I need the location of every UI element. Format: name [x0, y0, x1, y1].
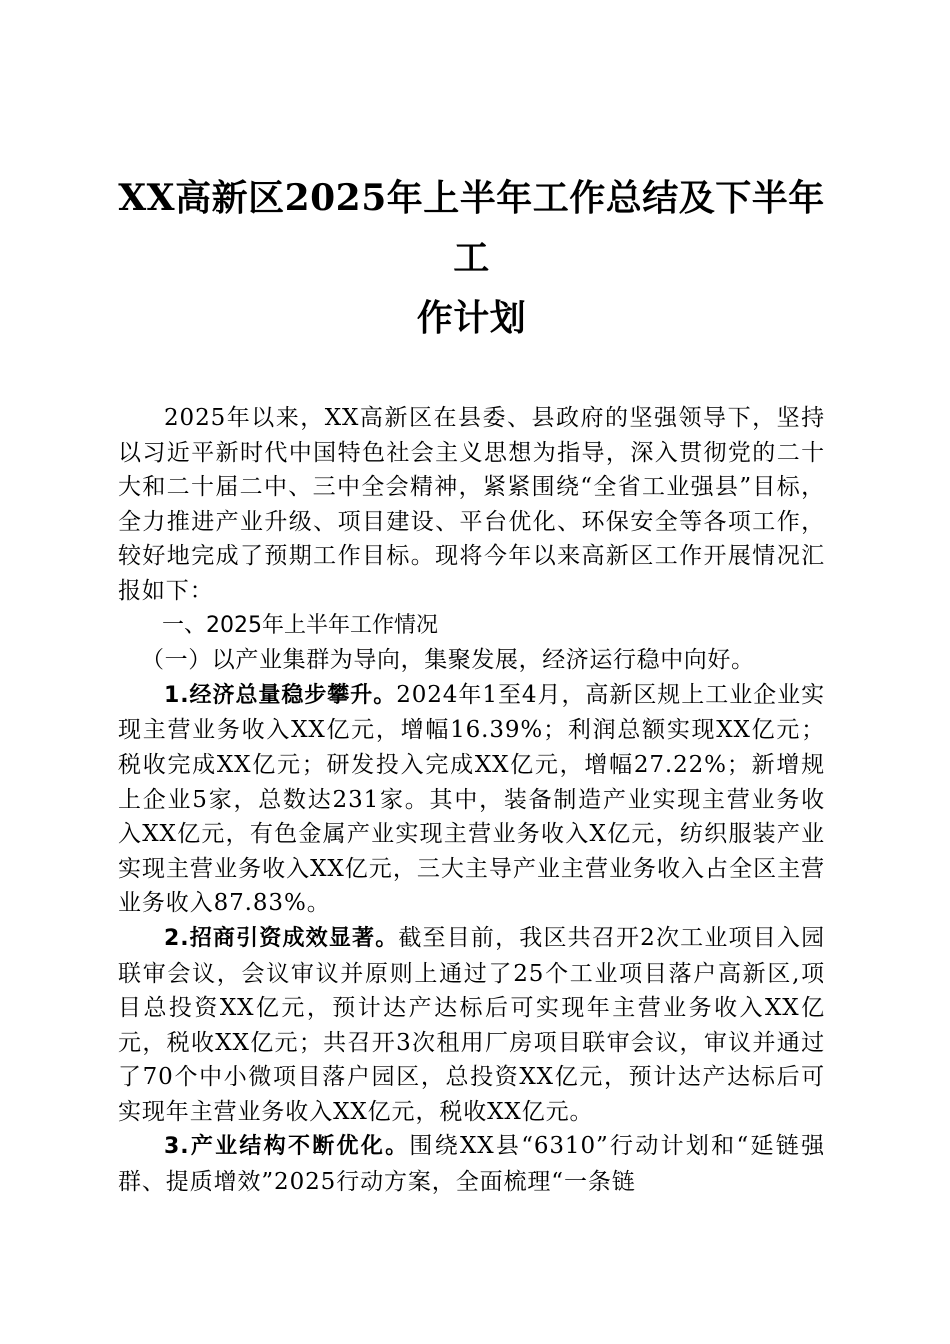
section-1-heading: 一、2025年上半年工作情况 — [162, 612, 438, 638]
item-1-paragraph — [118, 678, 825, 921]
item-1-lead: 1.经济总量稳步攀升。 — [164, 682, 397, 708]
item-3-paragraph — [118, 1129, 825, 1199]
item-2-paragraph — [118, 921, 825, 1130]
item-3-lead: 3.产业结构不断优化。 — [164, 1134, 410, 1160]
subsection-1-heading: （一）以产业集群为导向，集聚发展，经济运行稳中向好。 — [141, 647, 755, 674]
title-line-2: 作计划 — [416, 297, 527, 339]
document-page — [118, 168, 825, 1200]
item-1-text: 2024年1至4月，高新区规上工业企业实现主营业务收入XX亿元，增幅16.39%；利润总额实现XX亿元；税收完成XX亿元；研发投入完成XX亿元，增幅27.22%；新增规上企业5家，总数达231家。其中，装备制造产业实现主营业务收入XX亿元，有色金属产业实现主营业务收入X亿元，纺织服装产业实现主营业务收入XX亿元，三大主导产业主营业务收入占全区主营业务收入87.83%。 — [118, 681, 825, 917]
item-2-text: 截至目前，我区共召开2次工业项目入园联审会议，会议审议并原则上通过了25个工业项目落户高新区,项目总投资XX亿元，预计达产达标后可实现年主营业务收入XX亿元，税收XX亿元；共召开3次租用厂房项目联审会议，审议并通过了70个中小微项目落户园区，总投资XX亿元，预计达产达标后可实现年主营业务收入XX亿元，税收XX亿元。 — [118, 924, 825, 1125]
item-2-lead: 2.招商引资成效显著。 — [164, 925, 399, 951]
document-body — [118, 401, 825, 1200]
item-3-text: 围绕XX县“6310”行动计划和“延链强群、提质增效”2025行动方案，全面梳理“一条链 — [118, 1133, 825, 1196]
title-line-1: XX高新区2025年上半年工作总结及下半年工 — [118, 177, 825, 279]
document-title — [118, 168, 825, 348]
intro-paragraph: 2025年以来，XX高新区在县委、县政府的坚强领导下，坚持以习近平新时代中国特色社会主义思想为指导，深入贯彻党的二十大和二十届二中、三中全会精神，紧紧围绕“全省工业强县”目标，全力推进产业升级、项目建设、平台优化、环保安全等各项工作，较好地完成了预期工作目标。现将今年以来高新区工作开展情况汇报如下： — [118, 405, 825, 604]
